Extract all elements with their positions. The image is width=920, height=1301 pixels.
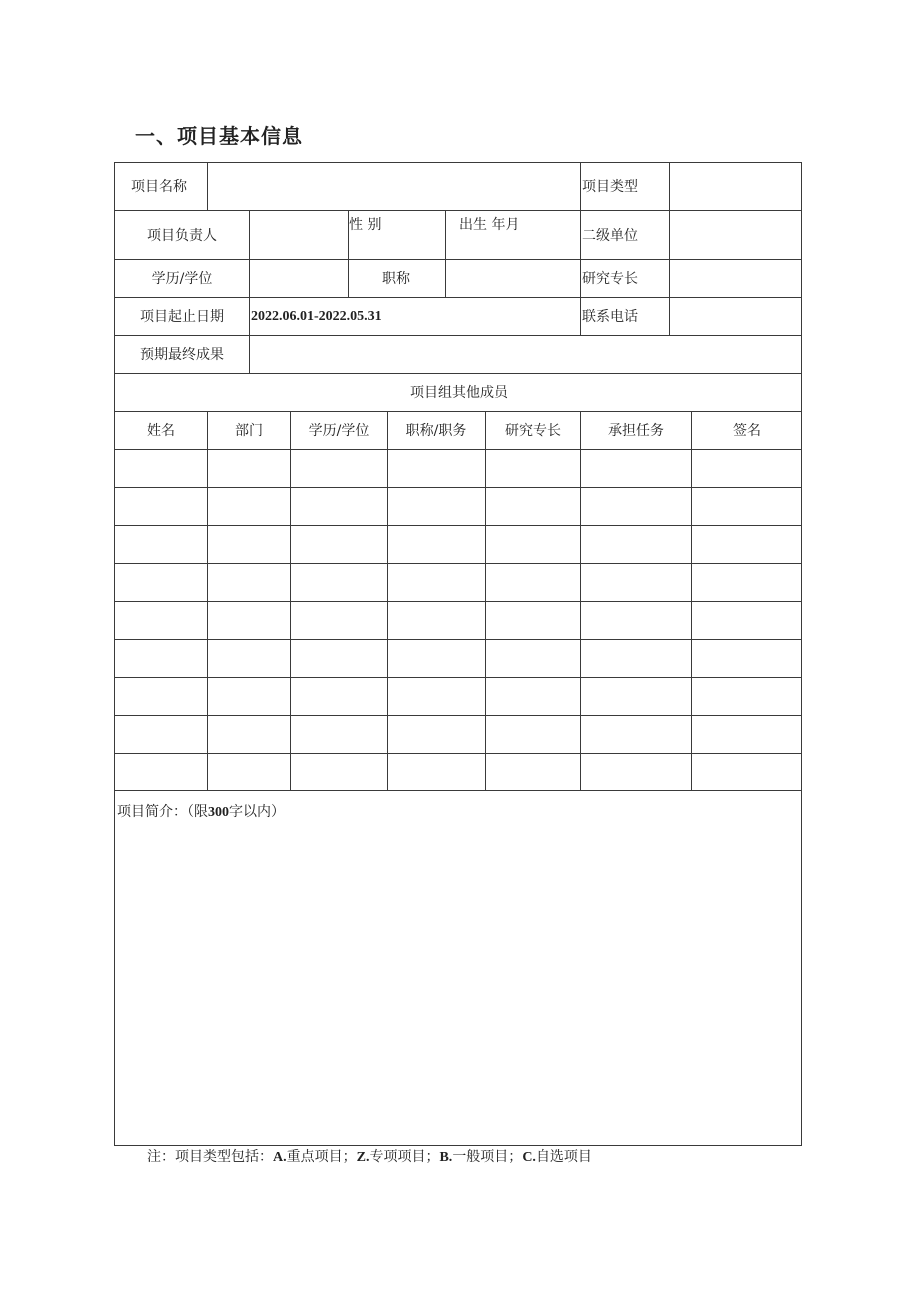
- col-divider: [387, 411, 388, 790]
- row-divider: [115, 790, 801, 791]
- header-title-position: 职称/职务: [405, 423, 467, 439]
- header-signature: 签名: [733, 423, 761, 439]
- unit-label: 二级单位: [582, 228, 638, 244]
- education-label: 学历/学位: [151, 271, 213, 287]
- header-name: 姓名: [147, 423, 175, 439]
- row-divider: [115, 487, 801, 488]
- row-divider: [115, 677, 801, 678]
- note-c-code: C.: [522, 1150, 536, 1165]
- note-b-code: B.: [439, 1150, 453, 1165]
- col-divider: [207, 163, 208, 210]
- row-divider: [115, 373, 801, 374]
- row-divider: [115, 297, 801, 298]
- col-divider: [290, 411, 291, 790]
- col-divider: [580, 163, 581, 335]
- row-divider: [115, 601, 801, 602]
- intro-limit: 300: [208, 805, 229, 820]
- phone-label: 联系电话: [582, 309, 638, 325]
- section-title: 一、项目基本信息: [135, 124, 303, 148]
- header-department: 部门: [235, 423, 263, 439]
- col-divider: [207, 411, 208, 790]
- note-z-text: 专项项目；: [369, 1149, 440, 1165]
- row-divider: [115, 753, 801, 754]
- gender-label: 性 别: [349, 217, 382, 233]
- col-divider: [249, 210, 250, 373]
- row-divider: [115, 210, 801, 211]
- header-task: 承担任务: [608, 423, 664, 439]
- note-a-code: A.: [273, 1150, 287, 1165]
- row-divider: [115, 449, 801, 450]
- header-specialty: 研究专长: [505, 423, 561, 439]
- specialty-label: 研究专长: [582, 271, 638, 287]
- col-divider: [669, 163, 670, 335]
- note-a-text: 重点项目；: [286, 1149, 357, 1165]
- row-divider: [115, 715, 801, 716]
- col-divider: [580, 411, 581, 790]
- row-divider: [115, 639, 801, 640]
- col-divider: [485, 411, 486, 790]
- birth-label: 出生 年月: [459, 217, 520, 233]
- row-divider: [115, 525, 801, 526]
- expected-result-label: 预期最终成果: [140, 347, 224, 363]
- col-divider: [445, 210, 446, 297]
- dates-value[interactable]: 2022.06.01-2022.05.31: [251, 309, 382, 324]
- note-prefix: 注：项目类型包括：: [147, 1149, 273, 1165]
- project-info-form: [114, 162, 802, 1146]
- row-divider: [115, 259, 801, 260]
- note-z-code: Z.: [356, 1150, 370, 1165]
- note-b-text: 一般项目；: [452, 1149, 523, 1165]
- project-name-label: 项目名称: [131, 179, 187, 195]
- row-divider: [115, 335, 801, 336]
- dates-label: 项目起止日期: [140, 309, 224, 325]
- project-type-label: 项目类型: [582, 179, 638, 195]
- members-heading: 项目组其他成员: [410, 385, 508, 401]
- row-divider: [115, 411, 801, 412]
- intro-suffix: 字以内）: [229, 804, 285, 820]
- intro-prefix: 项目简介：（限: [117, 804, 208, 820]
- leader-label: 项目负责人: [147, 228, 217, 244]
- note-c-text: 自选项目: [535, 1149, 592, 1165]
- job-title-label: 职称: [382, 271, 410, 287]
- header-education: 学历/学位: [308, 423, 370, 439]
- project-intro-label: [117, 803, 285, 822]
- row-divider: [115, 563, 801, 564]
- footnote: [147, 1148, 592, 1167]
- col-divider: [691, 411, 692, 790]
